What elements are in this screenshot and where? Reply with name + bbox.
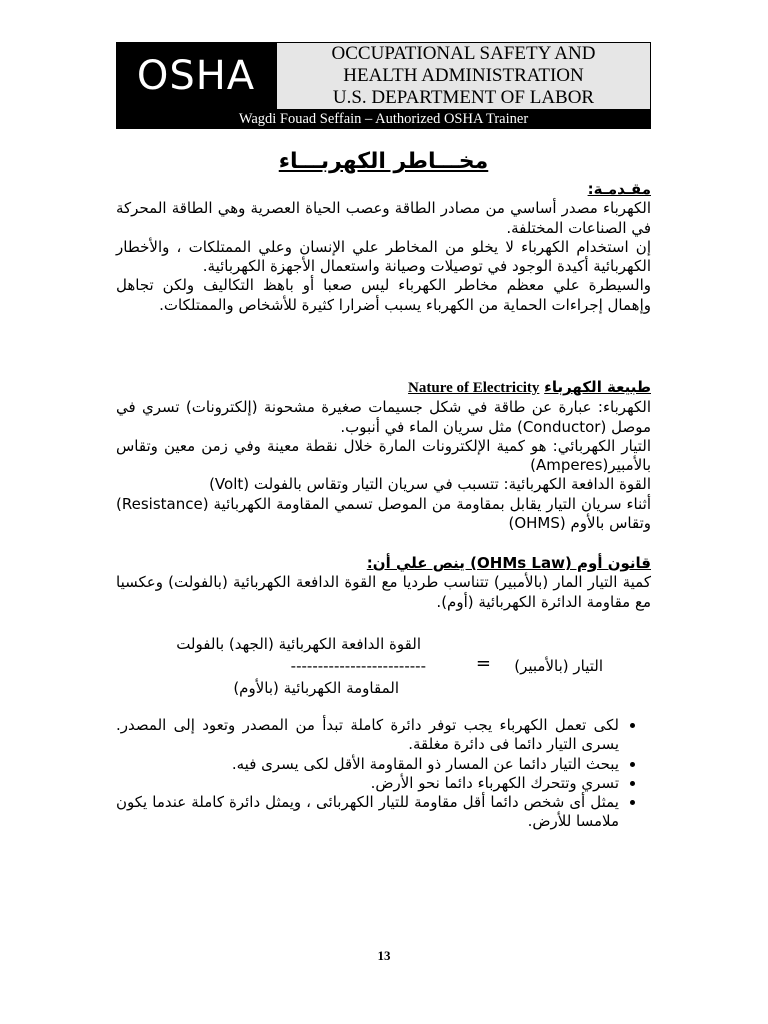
formula-current: التيار (بالأمبير) (514, 657, 603, 675)
intro-paragraph: والسيطرة علي معظم مخاطر الكهرباء ليس صعبا أو باهظ التكاليف ولكن تجاهل وإهمال إجراءات الحماية من الكهرباء يسبب أضرارا كثيرة للأشخاص والممتلكات. (116, 276, 651, 314)
list-item: • تسري وتتحرك الكهرباء دائما نحو الأرض. (116, 774, 619, 793)
ohms-paragraph: كمية التيار المار (بالأمبير) تتناسب طرديا مع القوة الدافعة الكهربائية (بالفولت) وعكسيا مع مقاومة الدائرة الكهربائية (أوم). (116, 573, 651, 611)
trainer-credit: Wagdi Fouad Seffain – Authorized OSHA Trainer (116, 110, 651, 129)
formula-denominator: المقاومة الكهربائية (بالأوم) (233, 679, 399, 697)
nature-paragraph: التيار الكهربائي: هو كمية الإلكترونات المارة خلال نقطة معينة وفي زمن معين وتقاس بالأمبير(Amperes) (116, 436, 651, 475)
nature-paragraph: أثناء سريان التيار يقابل بمقاومة من الموصل تسمي المقاومة الكهربائية (Resistance) وتقاس بالأوم (OHMS) (116, 494, 651, 533)
key-facts-list (116, 716, 651, 832)
ohms-heading: قانون أوم (OHMs Law) ينص علي أن: (366, 554, 651, 572)
org-line: HEALTH ADMINISTRATION (343, 65, 584, 86)
formula-numerator: القوة الدافعة الكهربائية (الجهد) بالفولت (176, 635, 421, 653)
nature-section (116, 378, 651, 533)
org-line: U.S. DEPARTMENT OF LABOR (332, 87, 595, 108)
list-item: • لكى تعمل الكهرباء يجب توفر دائرة كاملة تبدأ من المصدر وتعود إلى المصدر. يسرى التيار دائما فى دائرة مغلقة. (116, 716, 619, 755)
nature-paragraph: الكهرباء: عبارة عن طاقة في شكل جسيمات صغيرة مشحونة (إلكترونات) تسري في موصل (Conductor) مثل سريان الماء في أنبوب. (116, 398, 651, 436)
ohms-formula (116, 634, 651, 700)
osha-logo: OSHA (116, 42, 276, 110)
nature-heading-ar: طبيعة الكهرباء (544, 378, 651, 396)
list-item: • يمثل أى شخص دائما أقل مقاومة للتيار الكهربائى ، ويمثل دائرة كاملة عندما يكون ملامسا للأرض. (116, 793, 619, 832)
page-title: مخـــاطر الكهربـــاء (278, 149, 489, 174)
org-line: OCCUPATIONAL SAFETY AND (331, 43, 596, 64)
intro-section (116, 180, 651, 315)
page-number: 13 (377, 948, 391, 963)
intro-paragraph: إن استخدام الكهرباء لا يخلو من المخاطر علي الإنسان وعلي الممتلكات ، والأخطار الكهربائية أكيدة الوجود في توصيلات وصيانة واستعمال الأجهزة الكهربائية. (116, 237, 651, 276)
ohms-law-section (116, 554, 651, 612)
intro-heading: مقـدمـة: (587, 180, 651, 198)
list-item: • يبحث التيار دائما عن المسار ذو المقاومة الأقل لكى يسرى فيه. (116, 755, 619, 774)
intro-paragraph: الكهرباء مصدر أساسي من مصادر الطاقة وعصب الحياة العصرية وهي الطاقة المحركة في الصناعات المختلفة. (116, 199, 651, 237)
osha-header (116, 42, 651, 129)
formula-equals: = (475, 653, 491, 674)
formula-divider: ------------------------- (290, 657, 426, 675)
nature-heading-en: Nature of Electricity (408, 380, 540, 396)
nature-paragraph: القوة الدافعة الكهربائية: تتسبب في سريان التيار وتقاس بالفولت (Volt) (209, 475, 651, 494)
organization-name (276, 42, 651, 110)
